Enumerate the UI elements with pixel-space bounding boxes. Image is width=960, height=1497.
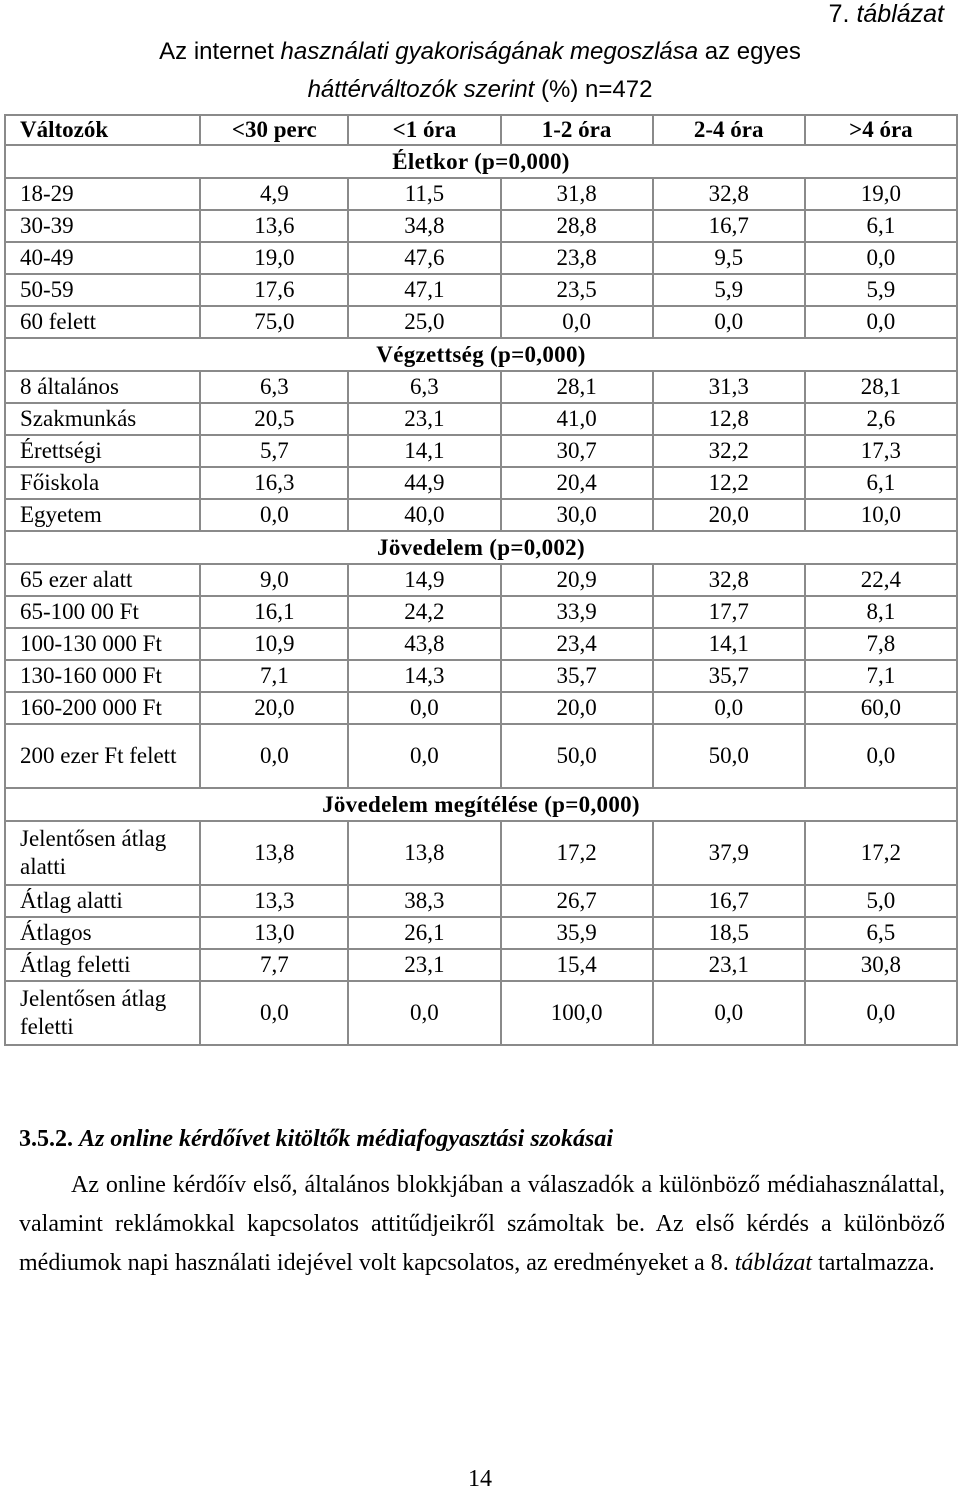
table-cell: 5,0 [805, 885, 957, 917]
table-cell: 2,6 [805, 403, 957, 435]
table-cell: 11,5 [348, 178, 500, 210]
table-cell: 5,7 [200, 435, 348, 467]
table-row [5, 821, 957, 885]
table-cell: 9,0 [200, 564, 348, 596]
caption-italic: háttérváltozók szerint [307, 76, 535, 103]
header-cell: 1-2 óra [501, 115, 653, 145]
table-cell: 33,9 [501, 596, 653, 628]
row-label: Főiskola [5, 467, 200, 499]
table-cell: 6,5 [805, 917, 957, 949]
table-cell: 20,5 [200, 403, 348, 435]
table-cell: 14,9 [348, 564, 500, 596]
table-cell: 24,2 [348, 596, 500, 628]
table-group-row [5, 531, 957, 564]
row-label: 8 általános [5, 371, 200, 403]
section-title: Az online kérdőívet kitöltők médiafogyasztási szokásai [79, 1126, 614, 1152]
table-cell: 43,8 [348, 628, 500, 660]
group-title: Végzettség (p=0,000) [5, 338, 957, 371]
table-cell: 6,3 [200, 371, 348, 403]
table-cell: 6,1 [805, 467, 957, 499]
table-cell: 23,1 [348, 403, 500, 435]
table-cell: 35,7 [501, 660, 653, 692]
table-cell: 10,0 [805, 499, 957, 531]
row-label: 30-39 [5, 210, 200, 242]
group-title: Jövedelem megítélése (p=0,000) [5, 788, 957, 821]
table-cell: 26,7 [501, 885, 653, 917]
header-cell: Változók [5, 115, 200, 145]
table-cell: 7,8 [805, 628, 957, 660]
table-row [5, 628, 957, 660]
table-cell: 60,0 [805, 692, 957, 724]
table-cell: 0,0 [501, 306, 653, 338]
table-cell: 0,0 [200, 724, 348, 788]
table-cell: 26,1 [348, 917, 500, 949]
paragraph-text: tartalmazza. [812, 1250, 935, 1276]
header-cell: >4 óra [805, 115, 957, 145]
table-cell: 32,8 [653, 564, 805, 596]
table-cell: 10,9 [200, 628, 348, 660]
row-label: Átlag feletti [5, 949, 200, 981]
table-cell: 50,0 [501, 724, 653, 788]
table-cell: 0,0 [348, 981, 500, 1045]
table-number-num: 7. [828, 0, 850, 28]
table-cell: 12,2 [653, 467, 805, 499]
table-cell: 20,0 [200, 692, 348, 724]
table-cell: 13,0 [200, 917, 348, 949]
table-row [5, 371, 957, 403]
table-cell: 0,0 [805, 306, 957, 338]
row-label: 18-29 [5, 178, 200, 210]
table-cell: 32,2 [653, 435, 805, 467]
caption-text: az egyes [698, 38, 801, 65]
table-cell: 47,6 [348, 242, 500, 274]
table-cell: 34,8 [348, 210, 500, 242]
table-group-row [5, 788, 957, 821]
table-cell: 16,7 [653, 210, 805, 242]
table-cell: 19,0 [805, 178, 957, 210]
table-cell: 8,1 [805, 596, 957, 628]
table-cell: 7,1 [200, 660, 348, 692]
table-cell: 38,3 [348, 885, 500, 917]
table-cell: 6,1 [805, 210, 957, 242]
table-cell: 31,3 [653, 371, 805, 403]
caption-italic: használati gyakoriságának megoszlása [280, 38, 699, 65]
table-row [5, 467, 957, 499]
row-label: 130-160 000 Ft [5, 660, 200, 692]
table-cell: 30,8 [805, 949, 957, 981]
row-label: 160-200 000 Ft [5, 692, 200, 724]
table-cell: 13,6 [200, 210, 348, 242]
table-cell: 28,8 [501, 210, 653, 242]
table-cell: 18,5 [653, 917, 805, 949]
paragraph-text: Az online kérdőív első, általános blokkjában a válaszadók a különböző médiahasználattal, valamint reklámokkal kapcsolatos attitűdjeikről számoltak be. Az első kérdés a különböző médiumok napi használati idejével volt kapcsolatos, az eredményeket a 8. [19, 1172, 945, 1276]
table-cell: 28,1 [501, 371, 653, 403]
table-row [5, 724, 957, 788]
row-label: 65-100 00 Ft [5, 596, 200, 628]
header-cell: 2-4 óra [653, 115, 805, 145]
row-label: Átlag alatti [5, 885, 200, 917]
table-cell: 17,6 [200, 274, 348, 306]
data-table [4, 114, 958, 1046]
row-label: Szakmunkás [5, 403, 200, 435]
table-cell: 14,1 [653, 628, 805, 660]
table-cell: 0,0 [653, 306, 805, 338]
table-cell: 13,8 [200, 821, 348, 885]
table-cell: 16,3 [200, 467, 348, 499]
table-cell: 50,0 [653, 724, 805, 788]
table-cell: 47,1 [348, 274, 500, 306]
table-cell: 14,1 [348, 435, 500, 467]
table-cell: 25,0 [348, 306, 500, 338]
table-row [5, 242, 957, 274]
table-row [5, 949, 957, 981]
table-row [5, 178, 957, 210]
table-row [5, 981, 957, 1045]
table-cell: 23,5 [501, 274, 653, 306]
table-cell: 35,7 [653, 660, 805, 692]
table-cell: 23,4 [501, 628, 653, 660]
table-cell: 44,9 [348, 467, 500, 499]
table-cell: 7,1 [805, 660, 957, 692]
table-cell: 30,0 [501, 499, 653, 531]
table-row [5, 499, 957, 531]
table-cell: 41,0 [501, 403, 653, 435]
table-cell: 17,2 [501, 821, 653, 885]
table-cell: 35,9 [501, 917, 653, 949]
table-cell: 7,7 [200, 949, 348, 981]
table-cell: 100,0 [501, 981, 653, 1045]
table-cell: 17,2 [805, 821, 957, 885]
table-row [5, 596, 957, 628]
caption-text: (%) n=472 [534, 76, 653, 103]
table-row [5, 210, 957, 242]
row-label: Jelentősen átlag alatti [5, 821, 200, 885]
table-cell: 4,9 [200, 178, 348, 210]
row-label: Jelentősen átlag feletti [5, 981, 200, 1045]
group-title: Életkor (p=0,000) [5, 145, 957, 178]
table-cell: 9,5 [653, 242, 805, 274]
table-cell: 0,0 [348, 692, 500, 724]
table-caption-line2 [0, 72, 960, 108]
table-cell: 23,1 [348, 949, 500, 981]
table-row [5, 403, 957, 435]
table-cell: 0,0 [805, 724, 957, 788]
table-cell: 40,0 [348, 499, 500, 531]
section-number: 3.5.2. [19, 1126, 73, 1152]
row-label: 100-130 000 Ft [5, 628, 200, 660]
table-cell: 20,0 [501, 692, 653, 724]
body-paragraph [19, 1166, 945, 1283]
table-row [5, 692, 957, 724]
row-label: 40-49 [5, 242, 200, 274]
table-cell: 0,0 [348, 724, 500, 788]
header-cell: <30 perc [200, 115, 348, 145]
table-cell: 28,1 [805, 371, 957, 403]
table-row [5, 660, 957, 692]
row-label: 60 felett [5, 306, 200, 338]
table-cell: 37,9 [653, 821, 805, 885]
table-cell: 15,4 [501, 949, 653, 981]
table-number [829, 0, 944, 29]
table-row [5, 306, 957, 338]
table-cell: 13,8 [348, 821, 500, 885]
table-cell: 5,9 [653, 274, 805, 306]
group-title: Jövedelem (p=0,002) [5, 531, 957, 564]
table-cell: 32,8 [653, 178, 805, 210]
table-caption-line1 [0, 34, 960, 70]
table-cell: 6,3 [348, 371, 500, 403]
table-group-row [5, 338, 957, 371]
header-cell: <1 óra [348, 115, 500, 145]
table-cell: 31,8 [501, 178, 653, 210]
table-row [5, 885, 957, 917]
table-cell: 13,3 [200, 885, 348, 917]
table-cell: 17,3 [805, 435, 957, 467]
table-group-row [5, 145, 957, 178]
table-cell: 17,7 [653, 596, 805, 628]
table-cell: 23,8 [501, 242, 653, 274]
table-cell: 0,0 [200, 981, 348, 1045]
page-number: 14 [468, 1466, 492, 1492]
row-label: Átlagos [5, 917, 200, 949]
table-cell: 5,9 [805, 274, 957, 306]
row-label: 200 ezer Ft felett [5, 724, 200, 788]
table-row [5, 435, 957, 467]
row-label: Egyetem [5, 499, 200, 531]
table-row [5, 917, 957, 949]
table-cell: 19,0 [200, 242, 348, 274]
table-row [5, 274, 957, 306]
table-cell: 16,1 [200, 596, 348, 628]
row-label: 65 ezer alatt [5, 564, 200, 596]
table-cell: 20,0 [653, 499, 805, 531]
table-cell: 0,0 [653, 692, 805, 724]
row-label: Érettségi [5, 435, 200, 467]
table-cell: 0,0 [653, 981, 805, 1045]
table-cell: 12,8 [653, 403, 805, 435]
paragraph-italic: táblázat [734, 1250, 813, 1276]
table-cell: 22,4 [805, 564, 957, 596]
section-heading [19, 1126, 613, 1153]
table-number-word: táblázat [856, 0, 944, 28]
table-cell: 23,1 [653, 949, 805, 981]
table-cell: 0,0 [200, 499, 348, 531]
table-cell: 14,3 [348, 660, 500, 692]
table-row [5, 564, 957, 596]
table-cell: 20,9 [501, 564, 653, 596]
table-cell: 75,0 [200, 306, 348, 338]
table-cell: 30,7 [501, 435, 653, 467]
table-header-row [5, 115, 957, 145]
table-cell: 0,0 [805, 981, 957, 1045]
caption-text: Az internet [159, 38, 281, 65]
table-cell: 0,0 [805, 242, 957, 274]
table-cell: 16,7 [653, 885, 805, 917]
table-cell: 20,4 [501, 467, 653, 499]
row-label: 50-59 [5, 274, 200, 306]
